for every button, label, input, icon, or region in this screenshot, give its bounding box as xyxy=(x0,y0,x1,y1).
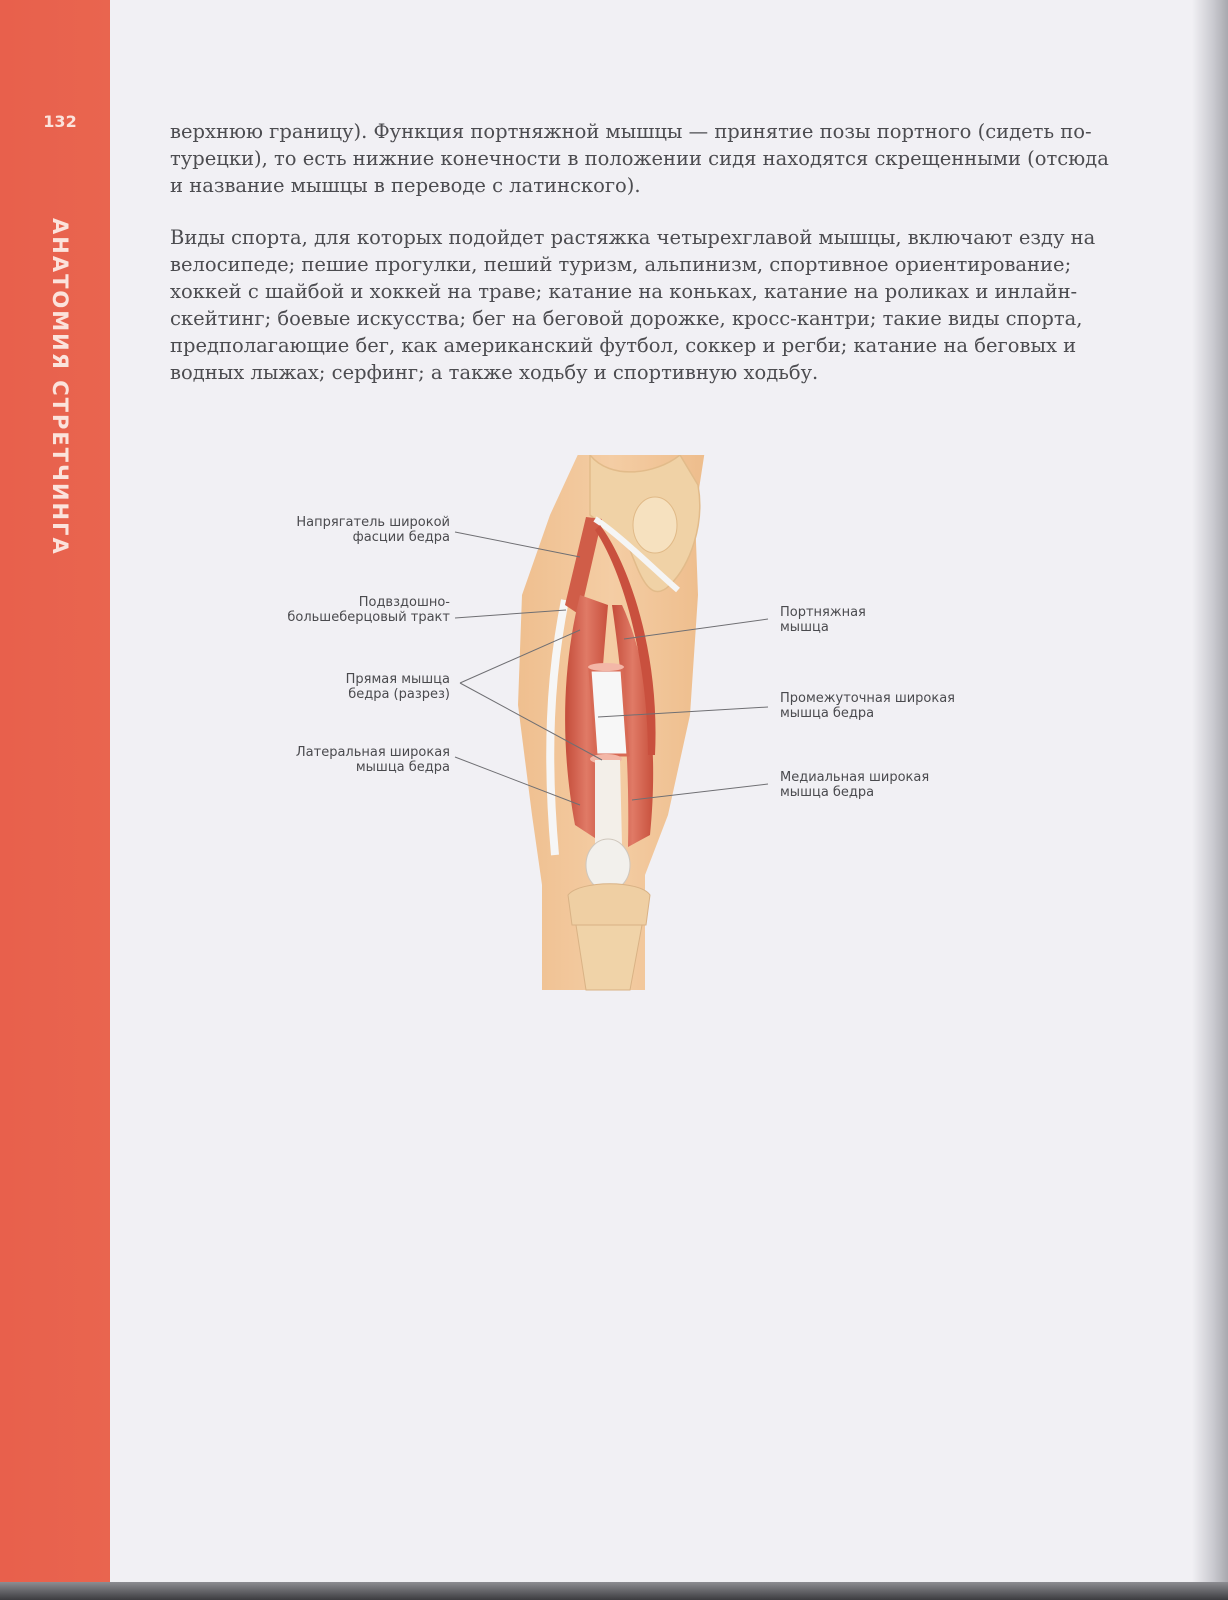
pelvis-socket xyxy=(633,497,677,553)
label-iliotibial-tract xyxy=(250,595,450,625)
label-sartorius-line1: Портняжная xyxy=(780,605,866,620)
label-rectus-femoris xyxy=(250,672,450,702)
label-intermediate-vastus-line1: Промежуточная широкая xyxy=(780,691,956,706)
label-medial-vastus-line1: Медиальная широкая xyxy=(780,770,930,785)
page-bottom-edge xyxy=(0,1582,1228,1600)
paragraph-1: верхнюю границу). Функция портняжной мышцы — принятие позы портного (сидеть по-турецки), то есть нижние конечности в положении сидя находятся скрещенными (отсюда и название мышцы в переводе с латинского). xyxy=(170,120,1109,197)
page-number: 132 xyxy=(43,112,77,131)
label-medial-vastus-line2: мышца бедра xyxy=(780,785,875,800)
patellar-tendon xyxy=(595,760,622,845)
patella xyxy=(586,839,630,891)
label-lateral-vastus-line2: мышца бедра xyxy=(355,760,450,775)
page-right-shadow xyxy=(1192,0,1228,1600)
tibia-bone xyxy=(576,925,642,990)
label-tensor-fasciae xyxy=(250,515,450,545)
rectus-cut-top xyxy=(588,663,624,671)
label-intermediate-vastus xyxy=(780,691,1000,721)
label-iliotibial-tract-line1: Подвздошно- xyxy=(358,595,450,610)
label-iliotibial-tract-line2: большеберцовый тракт xyxy=(287,610,450,625)
paragraph-2: Виды спорта, для которых подойдет растяжка четырехглавой мышцы, включают езду на велосипеде; пешие прогулки, пеший туризм, альпинизм, спортивное ориентирование; хоккей с шайбой и хоккей на траве; катание на коньках, катание на роликах и инлайн-скейтинг; боевые искусства; бег на беговой дорожке, кросс-кантри; такие виды спорта, предполагающие бег, как американский футбол, соккер и регби; катание на беговых и водных лыжах; серфинг; а также ходьбу и спортивную ходьбу. xyxy=(170,226,1096,384)
label-medial-vastus xyxy=(780,770,1000,800)
label-sartorius xyxy=(780,605,1000,635)
label-lateral-vastus xyxy=(250,745,450,775)
label-rectus-femoris-line2: бедра (разрез) xyxy=(348,687,450,702)
intermediate-vastus-window xyxy=(590,670,628,755)
label-sartorius-line2: мышца xyxy=(780,620,829,635)
label-tensor-fasciae-line2: фасции бедра xyxy=(352,530,450,545)
label-lateral-vastus-line1: Латеральная широкая xyxy=(295,745,450,760)
vertical-section-title: АНАТОМИЯ СТРЕТЧИНГА xyxy=(48,218,72,556)
label-tensor-fasciae-line1: Напрягатель широкой xyxy=(296,515,450,530)
femur-condyles xyxy=(568,884,650,925)
label-rectus-femoris-line1: Прямая мышца xyxy=(345,672,450,687)
label-intermediate-vastus-line2: мышца бедра xyxy=(780,706,875,721)
anatomy-figure xyxy=(250,455,1010,1015)
